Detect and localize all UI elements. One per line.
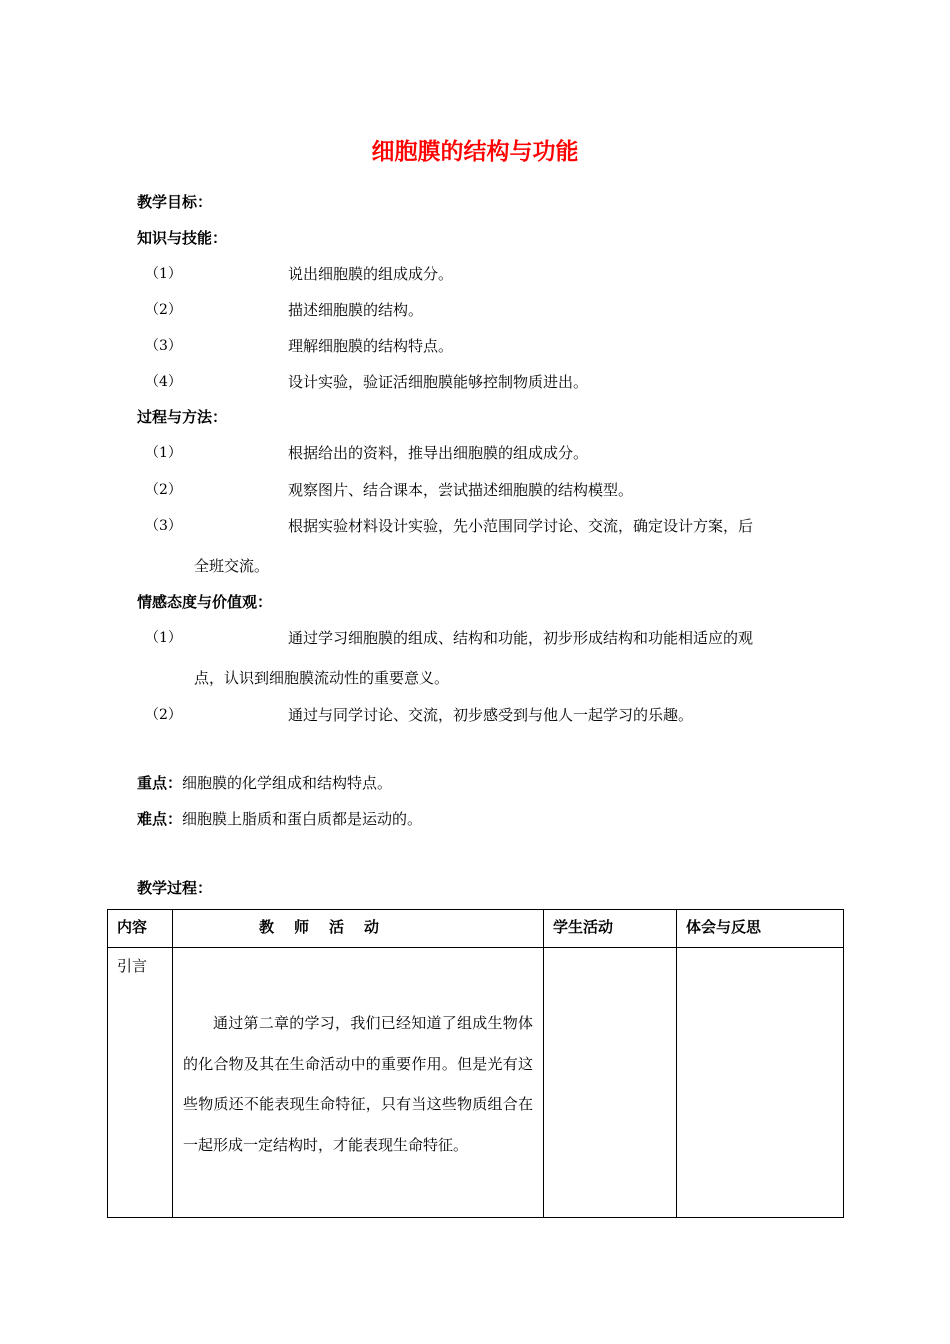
key-point-label: 重点： [137,774,183,792]
emotion-item-continuation: 点，认识到细胞膜流动性的重要意义。 [194,669,450,687]
difficult-point-label: 难点： [137,810,183,828]
knowledge-item-text: 说出细胞膜的组成成分。 [288,265,454,283]
key-point-text: 细胞膜的化学组成和结构特点。 [182,774,393,792]
process-item-continuation: 全班交流。 [194,557,270,575]
header-teacher-activity: 教师活动 [173,910,544,948]
process-item-number: （3） [145,518,182,534]
process-heading: 过程与方法： [137,408,228,426]
knowledge-item-text: 设计实验，验证活细胞膜能够控制物质进出。 [288,373,589,391]
teacher-activity-text: 通过第二章的学习，我们已经知道了组成生物体的化合物及其在生命活动中的重要作用。但是光有这些物质还不能表现生命特征，只有当这些物质组合在一起形成一定结构时，才能表现生命特征。 [183,1014,533,1154]
knowledge-item-number: （3） [145,338,182,354]
difficult-point [137,808,422,829]
header-reflection: 体会与反思 [677,910,844,948]
table-header-row [108,910,844,948]
process-item-text: 根据实验材料设计实验，先小范围同学讨论、交流，确定设计方案，后 [288,517,754,535]
emotion-item-number: （1） [145,630,182,646]
emotion-item-text: 通过学习细胞膜的组成、结构和功能，初步形成结构和功能相适应的观 [288,629,754,647]
row-student-activity [544,948,677,1218]
process-item-number: （1） [145,445,182,461]
lesson-table [107,909,844,1218]
process-item-number: （2） [145,482,182,498]
knowledge-item-text: 理解细胞膜的结构特点。 [288,337,454,355]
emotion-item-number: （2） [145,707,182,723]
process-item-text: 根据给出的资料，推导出细胞膜的组成成分。 [288,444,589,462]
row-teacher-activity [173,948,544,1218]
process-item-text: 观察图片、结合课本，尝试描述细胞膜的结构模型。 [288,481,634,499]
knowledge-heading: 知识与技能： [137,229,228,247]
emotion-item-text: 通过与同学讨论、交流，初步感受到与他人一起学习的乐趣。 [288,706,694,724]
table-row [108,948,844,1218]
header-content: 内容 [108,910,173,948]
knowledge-item-number: （2） [145,302,182,318]
teaching-process-heading: 教学过程： [137,879,213,897]
knowledge-item-number: （1） [145,266,182,282]
row-content-label: 引言 [108,948,173,1218]
objectives-heading: 教学目标： [137,193,213,211]
emotion-heading: 情感态度与价值观： [137,593,273,611]
knowledge-item-text: 描述细胞膜的结构。 [288,301,424,319]
key-point [137,772,392,793]
row-reflection [677,948,844,1218]
difficult-point-text: 细胞膜上脂质和蛋白质都是运动的。 [182,810,423,828]
page-title: 细胞膜的结构与功能 [371,139,579,165]
knowledge-item-number: （4） [145,374,182,390]
header-student-activity: 学生活动 [544,910,677,948]
